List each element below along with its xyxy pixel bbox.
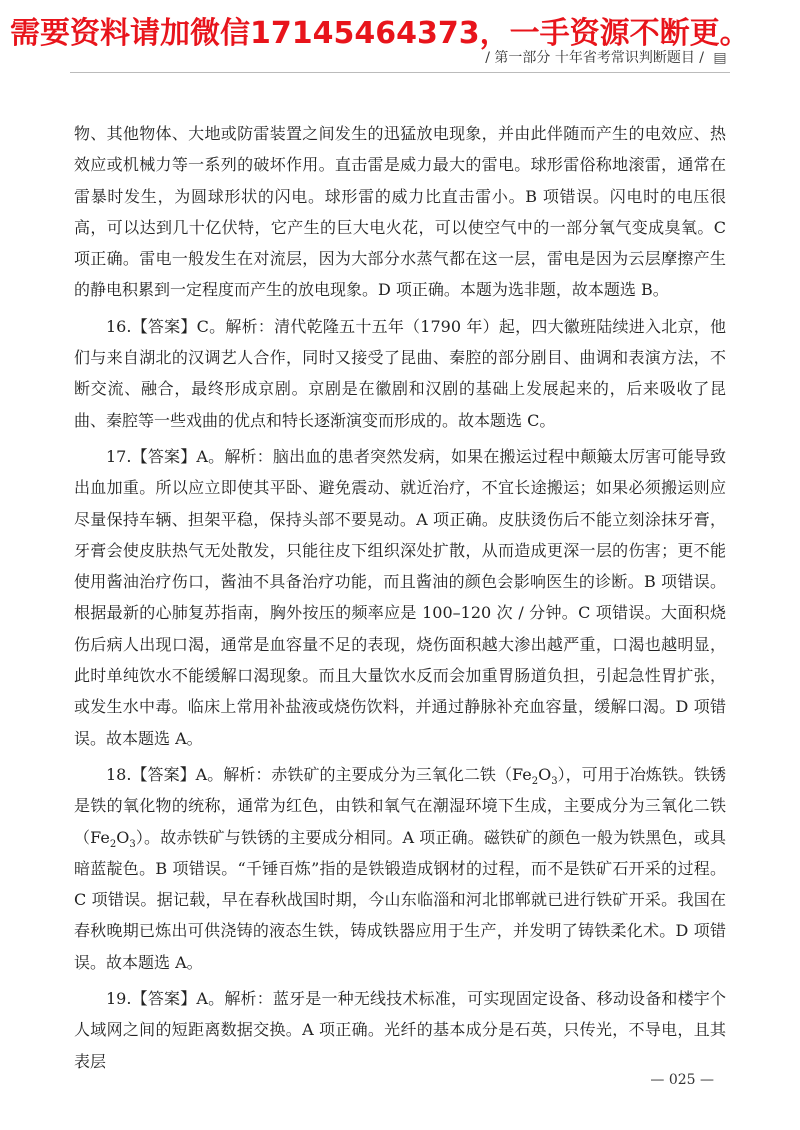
- answer-15-continuation: 物、其他物体、大地或防雷装置之间发生的迅猛放电现象，并由此伴随而产生的电效应、热效应或机械力等一系列的破坏作用。直击雷是威力最大的雷电。球形雷俗称地滚雷，通常在雷暴时发生，为圆球形状的闪电。球形雷的威力比直击雷小。B 项错误。闪电时的电压很高，可以达到几十亿伏特，它产生的巨大电火花，可以使空气中的一部分氧气变成臭氧。C 项正确。雷电一般发生在对流层，因为大部分水蒸气都在这一层，雷电是因为云层摩擦产生的静电积累到一定程度而产生的放电现象。D 项正确。本题为选非题，故本题选 B。: [74, 124, 726, 300]
- page-body: [74, 118, 726, 1082]
- answer-18-part-e: ）。故赤铁矿与铁锈的主要成分相同。A 项正确。磁铁矿的颜色一般为铁黑色，或具暗蓝靛色。B 项错误。“千锤百炼”指的是铁锻造成钢材的过程，而不是铁矿石开采的过程。C 项错误。据记载，早在春秋战国时期，今山东临淄和河北邯郸就已进行铁矿开采。我国在春秋晚期已炼出可供浇铸的液态生铁，铸成铁器应用于生产，并发明了铸铁柔化术。D 项错误。故本题选 A。: [74, 827, 726, 972]
- watermark-banner: 需要资料请加微信17145464373，一手资源不断更。: [10, 16, 750, 51]
- answer-18-part-c: ），可用于冶炼铁。铁锈是铁的氧化物的统称，通常为红色，由铁和氧气在潮湿环境下生成，主要成分为三氧化二铁（Fe: [74, 764, 726, 847]
- answer-19: 19.【答案】A。解析：蓝牙是一种无线技术标准，可实现固定设备、移动设备和楼宇个人域网之间的短距离数据交换。A 项正确。光纤的基本成分是石英，只传光，不导电，且其表层: [74, 989, 726, 1071]
- answer-16: 16.【答案】C。解析：清代乾隆五十五年（1790 年）起，四大徽班陆续进入北京，他们与来自湖北的汉调艺人合作，同时又接受了昆曲、秦腔的部分剧目、曲调和表演方法，不断交流、融合，最终形成京剧。京剧是在徽剧和汉剧的基础上发展起来的，后来吸收了昆曲、秦腔等一些戏曲的优点和特长逐渐演变而形成的。故本题选 C。: [74, 316, 726, 430]
- answer-18: [74, 759, 726, 978]
- running-header: / 第一部分 十年省考常识判断题目 /: [485, 50, 704, 66]
- subscript-2: 2: [109, 838, 117, 850]
- page-number: — 025 —: [650, 1072, 714, 1088]
- subscript-3: 3: [129, 838, 136, 850]
- answer-18-part-a: 18.【答案】A。解析：赤铁矿的主要成分为三氧化二铁（Fe: [106, 764, 532, 784]
- header-ornament-icon: ▤: [713, 50, 727, 66]
- answer-18-part-d: O: [116, 827, 130, 847]
- answer-18-part-b: O: [538, 764, 552, 784]
- answer-17: 17.【答案】A。解析：脑出血的患者突然发病，如果在搬运过程中颠簸太厉害可能导致出血加重。所以应立即使其平卧、避免震动、就近治疗，不宜长途搬运；如果必须搬运则应尽量保持车辆、担架平稳，保持头部不要晃动。A 项正确。皮肤烫伤后不能立刻涂抹牙膏，牙膏会使皮肤热气无处散发，只能往皮下组织深处扩散，从而造成更深一层的伤害；更不能使用酱油治疗伤口，酱油不具备治疗功能，而且酱油的颜色会影响医生的诊断。B 项错误。根据最新的心肺复苏指南，胸外按压的频率应是 100–120 次 / 分钟。C 项错误。大面积烧伤后病人出现口渴，通常是血容量不足的表现，烧伤面积越大渗出越严重，口渴也越明显，此时单纯饮水不能缓解口渴现象。而且大量饮水反而会加重胃肠道负担，引起急性胃扩张，或发生水中毒。临床上常用补盐液或烧伤饮料，并通过静脉补充血容量，缓解口渴。D 项错误。故本题选 A。: [74, 446, 726, 748]
- header-divider: [70, 72, 730, 73]
- subscript-2: 2: [531, 776, 539, 788]
- subscript-3: 3: [551, 776, 558, 788]
